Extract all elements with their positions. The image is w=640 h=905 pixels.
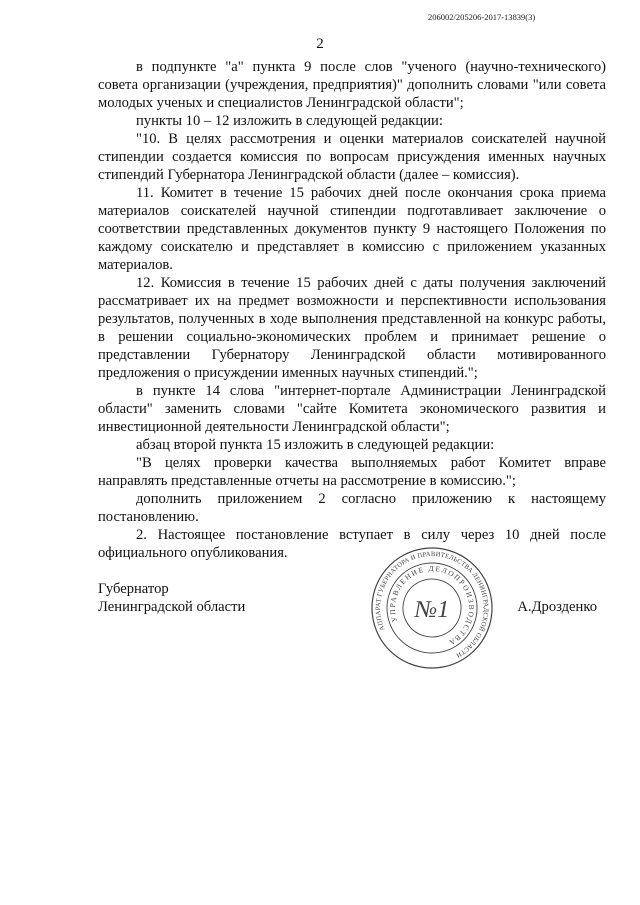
paragraph: 12. Комиссия в течение 15 рабочих дней с даты получения заключений рассматривает их на предмет возможности и перспективности использования результатов, полученных в ходе выполнения представленной на конкурс работы, в решении социально-экономических проблем и принимает решение о представлении Губернатору Ленинградской области мотивированного предложения о присуждении именных научных стипендий."; <box>98 275 606 381</box>
document-body <box>98 58 606 562</box>
stamp-outer-text: АППАРАТ ГУБЕРНАТОРА И ПРАВИТЕЛЬСТВА ЛЕНИНГРАДСКОЙ ОБЛАСТИ <box>374 550 490 659</box>
paragraph: в подпункте "а" пункта 9 после слов "ученого (научно-технического) совета организации (учреждения, предприятия)" дополнить словами "или совета молодых ученых и специалистов Ленинградской области"; <box>98 59 606 111</box>
signatory-title-line: Ленинградской области <box>98 599 246 615</box>
signatory-title-line: Губернатор <box>98 581 169 597</box>
paragraph: в пункте 14 слова "интернет-портале Администрации Ленинградской области" заменить словами "сайте Комитета экономического развития и инвестиционной деятельности Ленинградской области"; <box>98 383 606 435</box>
official-stamp <box>370 546 494 670</box>
paragraph: "В целях проверки качества выполняемых работ Комитет вправе направлять представленные отчеты на рассмотрение в комиссию."; <box>98 455 606 489</box>
signatory-name: А.Дрозденко <box>517 599 597 615</box>
stamp-number: №1 <box>414 597 450 623</box>
page-number: 2 <box>316 36 324 52</box>
paragraph: дополнить приложением 2 согласно приложению к настоящему постановлению. <box>98 491 606 525</box>
document-code: 206002/205206-2017-13839(3) <box>428 12 536 22</box>
signature-block <box>98 580 606 640</box>
paragraph: пункты 10 – 12 изложить в следующей редакции: <box>136 113 443 129</box>
paragraph: 11. Комитет в течение 15 рабочих дней после окончания срока приема материалов соискателей научной стипендии подготавливает заключение о соответствии представленных документов пункту 9 настоящего Положения по каждому соискателю и представляет в комиссию с приложением указанных материалов. <box>98 185 606 273</box>
paragraph: абзац второй пункта 15 изложить в следующей редакции: <box>136 437 495 453</box>
stamp-middle-text: УПРАВЛЕНИЕ ДЕЛОПРОИЗВОДСТВА <box>387 563 477 648</box>
signatory-title <box>98 580 245 616</box>
paragraph: "10. В целях рассмотрения и оценки материалов соискателей научной стипендии создается комиссия по вопросам присуждения именных научных стипендий Губернатора Ленинградской области (далее – комиссия). <box>98 131 606 183</box>
paragraph: 2. Настоящее постановление вступает в силу через 10 дней после официального опубликования. <box>98 527 606 561</box>
